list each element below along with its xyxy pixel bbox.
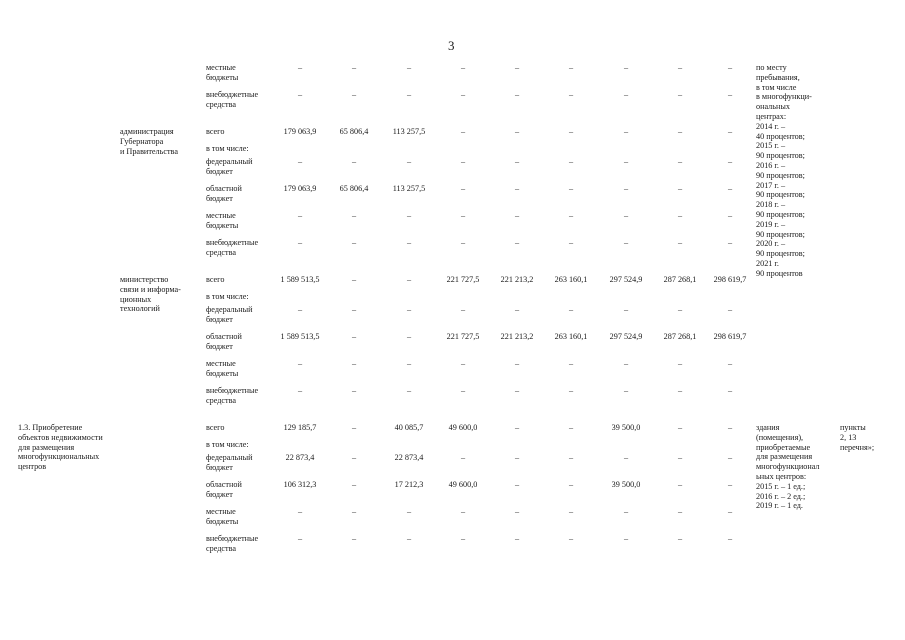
table-cell: – xyxy=(727,238,733,247)
table-cell: – xyxy=(460,386,466,395)
indicator-text: 2015 г. – xyxy=(756,141,786,151)
table-cell: – xyxy=(514,534,520,543)
table-cell: – xyxy=(727,480,733,489)
funding-source-label: внебюджетные xyxy=(206,238,259,247)
page-number: 3 xyxy=(448,38,455,53)
table-cell: – xyxy=(406,63,412,72)
funding-source-label: бюджет xyxy=(206,193,233,203)
indicator-text: 2015 г. – 1 ед.; xyxy=(756,481,806,491)
table-cell: – xyxy=(460,63,466,72)
table-cell: 221 727,5 xyxy=(446,275,480,284)
table-cell: – xyxy=(406,332,412,341)
funding-source-label: бюджеты xyxy=(206,72,239,82)
table-cell: – xyxy=(623,238,629,247)
table-cell: – xyxy=(568,63,574,72)
indicator-text: (помещения), xyxy=(756,432,804,442)
executor-name: министерство xyxy=(120,275,169,284)
table-cell: – xyxy=(623,359,629,368)
table-cell: – xyxy=(677,184,683,193)
table-cell: – xyxy=(514,211,520,220)
table-cell: – xyxy=(460,184,466,193)
table-cell: – xyxy=(623,305,629,314)
reference-text: пункты xyxy=(840,423,866,432)
executor-name: технологий xyxy=(120,304,160,314)
indicator-text: ьных центров: xyxy=(756,472,807,481)
table-cell: – xyxy=(727,305,733,314)
funding-source-label: всего xyxy=(206,127,225,136)
table-cell: – xyxy=(351,275,357,284)
table-cell: 298 619,7 xyxy=(713,275,747,284)
table-cell: – xyxy=(623,157,629,166)
funding-source-label: бюджет xyxy=(206,314,233,324)
funding-source-label: внебюджетные xyxy=(206,386,259,395)
table-cell: – xyxy=(623,386,629,395)
table-cell: – xyxy=(351,238,357,247)
indicator-text: 2016 г. – 2 ед.; xyxy=(756,491,806,501)
table-cell: – xyxy=(623,507,629,516)
table-cell: – xyxy=(568,507,574,516)
funding-source-label: местные xyxy=(206,211,236,220)
table-cell: 65 806,4 xyxy=(339,127,369,136)
reference-text: 2, 13 xyxy=(840,432,857,442)
table-cell: – xyxy=(677,534,683,543)
table-cell: 39 500,0 xyxy=(611,423,641,432)
table-cell: – xyxy=(351,423,357,432)
table-cell: 297 524,9 xyxy=(609,275,643,284)
table-cell: – xyxy=(727,359,733,368)
table-cell: – xyxy=(406,359,412,368)
table-cell: – xyxy=(406,238,412,247)
indicator-text: 90 процентов; xyxy=(756,249,805,259)
table-cell: 221 213,2 xyxy=(500,275,534,284)
table-cell: – xyxy=(727,90,733,99)
activity-name: 1.3. Приобретение xyxy=(18,423,83,432)
table-cell: – xyxy=(406,157,412,166)
indicator-text: здания xyxy=(756,423,780,432)
indicator-text: 90 процентов; xyxy=(756,190,805,200)
funding-source-label: бюджет xyxy=(206,166,233,176)
table-cell: 179 063,9 xyxy=(283,184,317,193)
table-cell: 297 524,9 xyxy=(609,332,643,341)
table-cell: – xyxy=(460,127,466,136)
indicator-text: 2014 г. – xyxy=(756,121,786,131)
table-cell: – xyxy=(677,359,683,368)
indicator-text: центрах: xyxy=(756,112,787,121)
table-cell: 287 268,1 xyxy=(663,275,697,284)
funding-source-label: бюджеты xyxy=(206,516,239,526)
table-cell: – xyxy=(514,63,520,72)
indicator-text: ональных xyxy=(756,102,790,112)
funding-source-label: внебюджетные xyxy=(206,534,259,543)
table-cell: – xyxy=(460,453,466,462)
table-cell: – xyxy=(514,157,520,166)
table-cell: – xyxy=(460,238,466,247)
indicator-text: 2021 г. xyxy=(756,259,779,268)
indicator-text: 90 процентов; xyxy=(756,229,805,239)
funding-source-label: средства xyxy=(206,99,237,109)
indicator-text: многофункционал xyxy=(756,462,820,472)
table-cell: – xyxy=(677,386,683,395)
executor-name: Губернатора xyxy=(120,136,164,146)
table-cell: – xyxy=(460,507,466,516)
table-cell: – xyxy=(406,90,412,99)
table-cell: – xyxy=(351,332,357,341)
table-cell: – xyxy=(727,423,733,432)
table-cell: – xyxy=(568,305,574,314)
table-cell: – xyxy=(568,211,574,220)
table-cell: – xyxy=(623,63,629,72)
table-cell: – xyxy=(297,157,303,166)
table-cell: – xyxy=(677,238,683,247)
table-cell: – xyxy=(460,211,466,220)
table-cell: – xyxy=(514,359,520,368)
table-cell: 129 185,7 xyxy=(283,423,317,432)
table-cell: 1 589 513,5 xyxy=(280,275,320,284)
table-cell: – xyxy=(677,63,683,72)
table-cell: 113 257,5 xyxy=(392,127,426,136)
indicator-text: в том числе xyxy=(756,82,797,92)
table-cell: – xyxy=(514,480,520,489)
table-cell: 49 600,0 xyxy=(448,423,478,432)
indicator-text: 2017 г. – xyxy=(756,180,786,190)
activity-name: для размещения xyxy=(18,442,75,452)
table-cell: – xyxy=(514,90,520,99)
table-cell: – xyxy=(351,90,357,99)
table-cell: 65 806,4 xyxy=(339,184,369,193)
table-cell: – xyxy=(406,534,412,543)
funding-source-label: всего xyxy=(206,423,225,432)
table-cell: – xyxy=(514,386,520,395)
table-cell: – xyxy=(727,453,733,462)
indicator-text: 2019 г. – xyxy=(756,219,786,229)
indicator-text: 2019 г. – 1 ед. xyxy=(756,501,803,511)
executor-name: и Правительства xyxy=(120,146,178,156)
funding-source-label: в том числе: xyxy=(206,144,249,153)
table-cell: – xyxy=(351,211,357,220)
executor-name: ционных xyxy=(120,294,152,304)
indicator-text: 90 процентов; xyxy=(756,170,805,180)
activity-name: многофункциональных xyxy=(18,452,100,462)
table-cell: – xyxy=(568,238,574,247)
table-cell: – xyxy=(351,453,357,462)
table-cell: – xyxy=(623,453,629,462)
table-cell: – xyxy=(297,211,303,220)
activity-name: центров xyxy=(18,462,47,472)
table-cell: – xyxy=(568,453,574,462)
table-cell: – xyxy=(297,359,303,368)
table-cell: 263 160,1 xyxy=(554,332,588,341)
table-cell: – xyxy=(406,275,412,284)
table-cell: – xyxy=(514,423,520,432)
executor-name: связи и информа- xyxy=(120,284,181,294)
table-cell: – xyxy=(677,157,683,166)
table-cell: 221 213,2 xyxy=(500,332,534,341)
table-cell: – xyxy=(568,534,574,543)
table-cell: – xyxy=(406,507,412,516)
indicator-text: 40 процентов; xyxy=(756,131,805,141)
funding-source-label: местные xyxy=(206,63,236,72)
table-cell: – xyxy=(406,386,412,395)
table-cell: – xyxy=(623,90,629,99)
table-cell: – xyxy=(514,507,520,516)
table-cell: – xyxy=(460,157,466,166)
table-cell: – xyxy=(351,386,357,395)
table-cell: – xyxy=(297,63,303,72)
table-cell: – xyxy=(677,90,683,99)
table-cell: – xyxy=(351,480,357,489)
table-cell: 40 085,7 xyxy=(394,423,424,432)
funding-source-label: бюджет xyxy=(206,489,233,499)
table-cell: – xyxy=(568,359,574,368)
indicator-text: в многофункци- xyxy=(756,92,812,102)
table-cell: 22 873,4 xyxy=(394,453,424,462)
table-cell: – xyxy=(623,211,629,220)
table-cell: 179 063,9 xyxy=(283,127,317,136)
funding-source-label: средства xyxy=(206,395,237,405)
executor-name: администрация xyxy=(120,127,174,136)
table-cell: – xyxy=(460,534,466,543)
table-cell: – xyxy=(297,507,303,516)
indicator-text: 90 процентов; xyxy=(756,151,805,161)
table-cell: – xyxy=(568,90,574,99)
table-cell: – xyxy=(351,507,357,516)
table-cell: – xyxy=(406,211,412,220)
funding-source-label: областной xyxy=(206,332,242,341)
table-cell: – xyxy=(677,480,683,489)
table-cell: – xyxy=(568,386,574,395)
funding-source-label: внебюджетные xyxy=(206,90,259,99)
table-cell: – xyxy=(568,157,574,166)
table-cell: – xyxy=(727,386,733,395)
table-cell: – xyxy=(568,184,574,193)
table-cell: – xyxy=(351,534,357,543)
table-cell: – xyxy=(351,359,357,368)
table-cell: 106 312,3 xyxy=(283,480,317,489)
funding-source-label: федеральный xyxy=(206,453,253,462)
funding-source-label: в том числе: xyxy=(206,292,249,301)
table-cell: 49 600,0 xyxy=(448,480,478,489)
table-cell: – xyxy=(351,157,357,166)
funding-source-label: средства xyxy=(206,543,237,553)
table-cell: – xyxy=(351,63,357,72)
table-cell: 298 619,7 xyxy=(713,332,747,341)
table-cell: – xyxy=(727,63,733,72)
indicator-text: 2016 г. – xyxy=(756,161,786,170)
funding-source-label: местные xyxy=(206,359,236,368)
funding-source-label: местные xyxy=(206,507,236,516)
table-cell: – xyxy=(568,423,574,432)
table-cell: – xyxy=(623,184,629,193)
funding-source-label: бюджет xyxy=(206,341,233,351)
table-cell: – xyxy=(727,127,733,136)
funding-source-label: средства xyxy=(206,247,237,257)
table-cell: – xyxy=(727,534,733,543)
table-cell: – xyxy=(677,453,683,462)
table-cell: – xyxy=(351,305,357,314)
table-cell: – xyxy=(297,90,303,99)
indicator-text: 2020 г. – xyxy=(756,239,786,249)
table-cell: 39 500,0 xyxy=(611,480,641,489)
table-cell: 221 727,5 xyxy=(446,332,480,341)
table-cell: – xyxy=(297,534,303,543)
table-cell: – xyxy=(727,211,733,220)
table-cell: – xyxy=(623,127,629,136)
table-cell: – xyxy=(297,386,303,395)
table-cell: – xyxy=(623,534,629,543)
table-cell: 287 268,1 xyxy=(663,332,697,341)
table-cell: – xyxy=(406,305,412,314)
table-cell: – xyxy=(568,127,574,136)
funding-source-label: областной xyxy=(206,480,242,489)
table-cell: 22 873,4 xyxy=(285,453,315,462)
table-cell: – xyxy=(514,238,520,247)
table-cell: 263 160,1 xyxy=(554,275,588,284)
table-cell: – xyxy=(460,359,466,368)
funding-source-label: бюджет xyxy=(206,462,233,472)
table-cell: – xyxy=(677,423,683,432)
table-cell: – xyxy=(677,507,683,516)
funding-source-label: федеральный xyxy=(206,157,253,166)
table-cell: – xyxy=(297,238,303,247)
funding-source-label: в том числе: xyxy=(206,440,249,449)
funding-source-label: бюджеты xyxy=(206,220,239,230)
table-cell: 17 212,3 xyxy=(394,480,424,489)
table-cell: – xyxy=(727,184,733,193)
funding-source-label: всего xyxy=(206,275,225,284)
table-cell: – xyxy=(568,480,574,489)
table-cell: – xyxy=(460,305,466,314)
table-cell: 1 589 513,5 xyxy=(280,332,320,341)
indicator-text: 90 процентов xyxy=(756,268,803,278)
funding-source-label: бюджеты xyxy=(206,368,239,378)
indicator-text: пребывания, xyxy=(756,72,800,82)
table-cell: – xyxy=(297,305,303,314)
indicator-text: приобретаемые xyxy=(756,442,811,452)
funding-source-label: федеральный xyxy=(206,305,253,314)
table-cell: – xyxy=(727,507,733,516)
table-cell: 113 257,5 xyxy=(392,184,426,193)
table-cell: – xyxy=(514,184,520,193)
activity-name: объектов недвижимости xyxy=(18,432,103,442)
funding-source-label: областной xyxy=(206,184,242,193)
table-cell: – xyxy=(514,453,520,462)
indicator-text: 2018 г. – xyxy=(756,200,786,210)
table-cell: – xyxy=(514,305,520,314)
table-cell: – xyxy=(460,90,466,99)
table-cell: – xyxy=(677,305,683,314)
table-cell: – xyxy=(677,211,683,220)
indicator-text: по месту xyxy=(756,63,787,72)
indicator-text: 90 процентов; xyxy=(756,210,805,219)
table-cell: – xyxy=(677,127,683,136)
indicator-text: для размещения xyxy=(756,452,813,462)
table-cell: – xyxy=(514,127,520,136)
reference-text: перечня»; xyxy=(840,442,875,452)
table-cell: – xyxy=(727,157,733,166)
